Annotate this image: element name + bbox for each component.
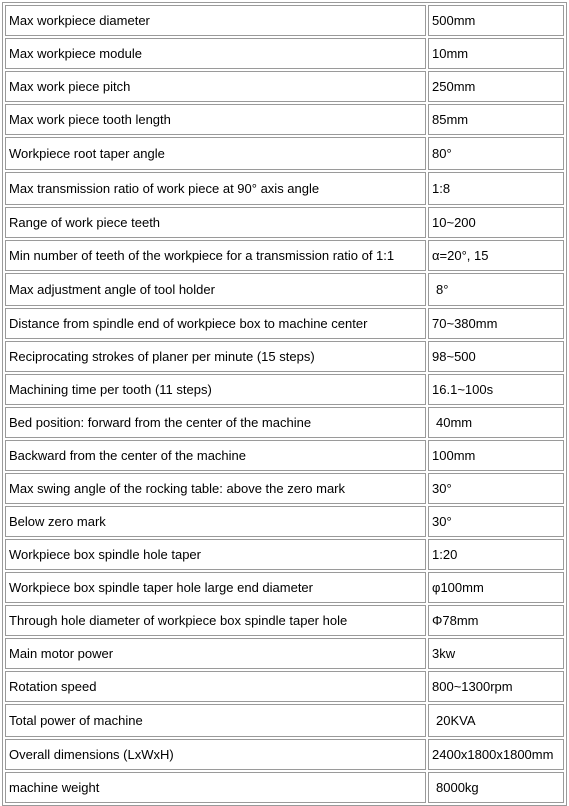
param-cell: Workpiece box spindle taper hole large end diameter (5, 572, 426, 603)
value-cell: 70~380mm (428, 308, 564, 339)
param-cell: Range of work piece teeth (5, 207, 426, 238)
table-row (5, 207, 564, 238)
value-cell: 3kw (428, 638, 564, 669)
value-cell: 40mm (428, 407, 564, 438)
table-row (5, 605, 564, 636)
param-cell: Workpiece root taper angle (5, 137, 426, 170)
table-row (5, 506, 564, 537)
param-cell: Max adjustment angle of tool holder (5, 273, 426, 306)
table-row (5, 440, 564, 471)
value-cell: 100mm (428, 440, 564, 471)
param-cell: machine weight (5, 772, 426, 803)
param-cell: Overall dimensions (LxWxH) (5, 739, 426, 770)
table-row (5, 407, 564, 438)
table-row (5, 638, 564, 669)
value-cell: 8° (428, 273, 564, 306)
specification-table (2, 2, 567, 806)
table-row (5, 374, 564, 405)
table-row (5, 473, 564, 504)
value-cell: 1:20 (428, 539, 564, 570)
param-cell: Rotation speed (5, 671, 426, 702)
value-cell: 8000kg (428, 772, 564, 803)
param-cell: Main motor power (5, 638, 426, 669)
table-row (5, 539, 564, 570)
param-cell: Backward from the center of the machine (5, 440, 426, 471)
value-cell: 98~500 (428, 341, 564, 372)
table-row (5, 104, 564, 135)
table-row (5, 772, 564, 803)
param-cell: Distance from spindle end of workpiece box to machine center (5, 308, 426, 339)
table-row (5, 572, 564, 603)
param-cell: Min number of teeth of the workpiece for a transmission ratio of 1:1 (5, 240, 426, 271)
param-cell: Max swing angle of the rocking table: above the zero mark (5, 473, 426, 504)
value-cell: 10mm (428, 38, 564, 69)
table-row (5, 671, 564, 702)
value-cell: 30° (428, 473, 564, 504)
value-cell: 800~1300rpm (428, 671, 564, 702)
value-cell: 30° (428, 506, 564, 537)
value-cell: α=20°, 15 (428, 240, 564, 271)
table-row (5, 308, 564, 339)
table-row (5, 704, 564, 737)
value-cell: 2400x1800x1800mm (428, 739, 564, 770)
value-cell: 80° (428, 137, 564, 170)
table-row (5, 739, 564, 770)
table-row (5, 71, 564, 102)
value-cell: 500mm (428, 5, 564, 36)
value-cell: 16.1~100s (428, 374, 564, 405)
param-cell: Through hole diameter of workpiece box spindle taper hole (5, 605, 426, 636)
specification-table-body (5, 5, 564, 803)
param-cell: Total power of machine (5, 704, 426, 737)
value-cell: Φ78mm (428, 605, 564, 636)
param-cell: Below zero mark (5, 506, 426, 537)
param-cell: Max work piece pitch (5, 71, 426, 102)
param-cell: Bed position: forward from the center of the machine (5, 407, 426, 438)
table-row (5, 273, 564, 306)
param-cell: Max transmission ratio of work piece at 90° axis angle (5, 172, 426, 205)
param-cell: Workpiece box spindle hole taper (5, 539, 426, 570)
param-cell: Max work piece tooth length (5, 104, 426, 135)
table-row (5, 172, 564, 205)
value-cell: 250mm (428, 71, 564, 102)
param-cell: Reciprocating strokes of planer per minute (15 steps) (5, 341, 426, 372)
table-row (5, 38, 564, 69)
value-cell: 10~200 (428, 207, 564, 238)
value-cell: 1:8 (428, 172, 564, 205)
table-row (5, 137, 564, 170)
value-cell: 85mm (428, 104, 564, 135)
table-row (5, 341, 564, 372)
table-row (5, 240, 564, 271)
value-cell: 20KVA (428, 704, 564, 737)
param-cell: Max workpiece diameter (5, 5, 426, 36)
param-cell: Machining time per tooth (11 steps) (5, 374, 426, 405)
param-cell: Max workpiece module (5, 38, 426, 69)
value-cell: φ100mm (428, 572, 564, 603)
table-row (5, 5, 564, 36)
